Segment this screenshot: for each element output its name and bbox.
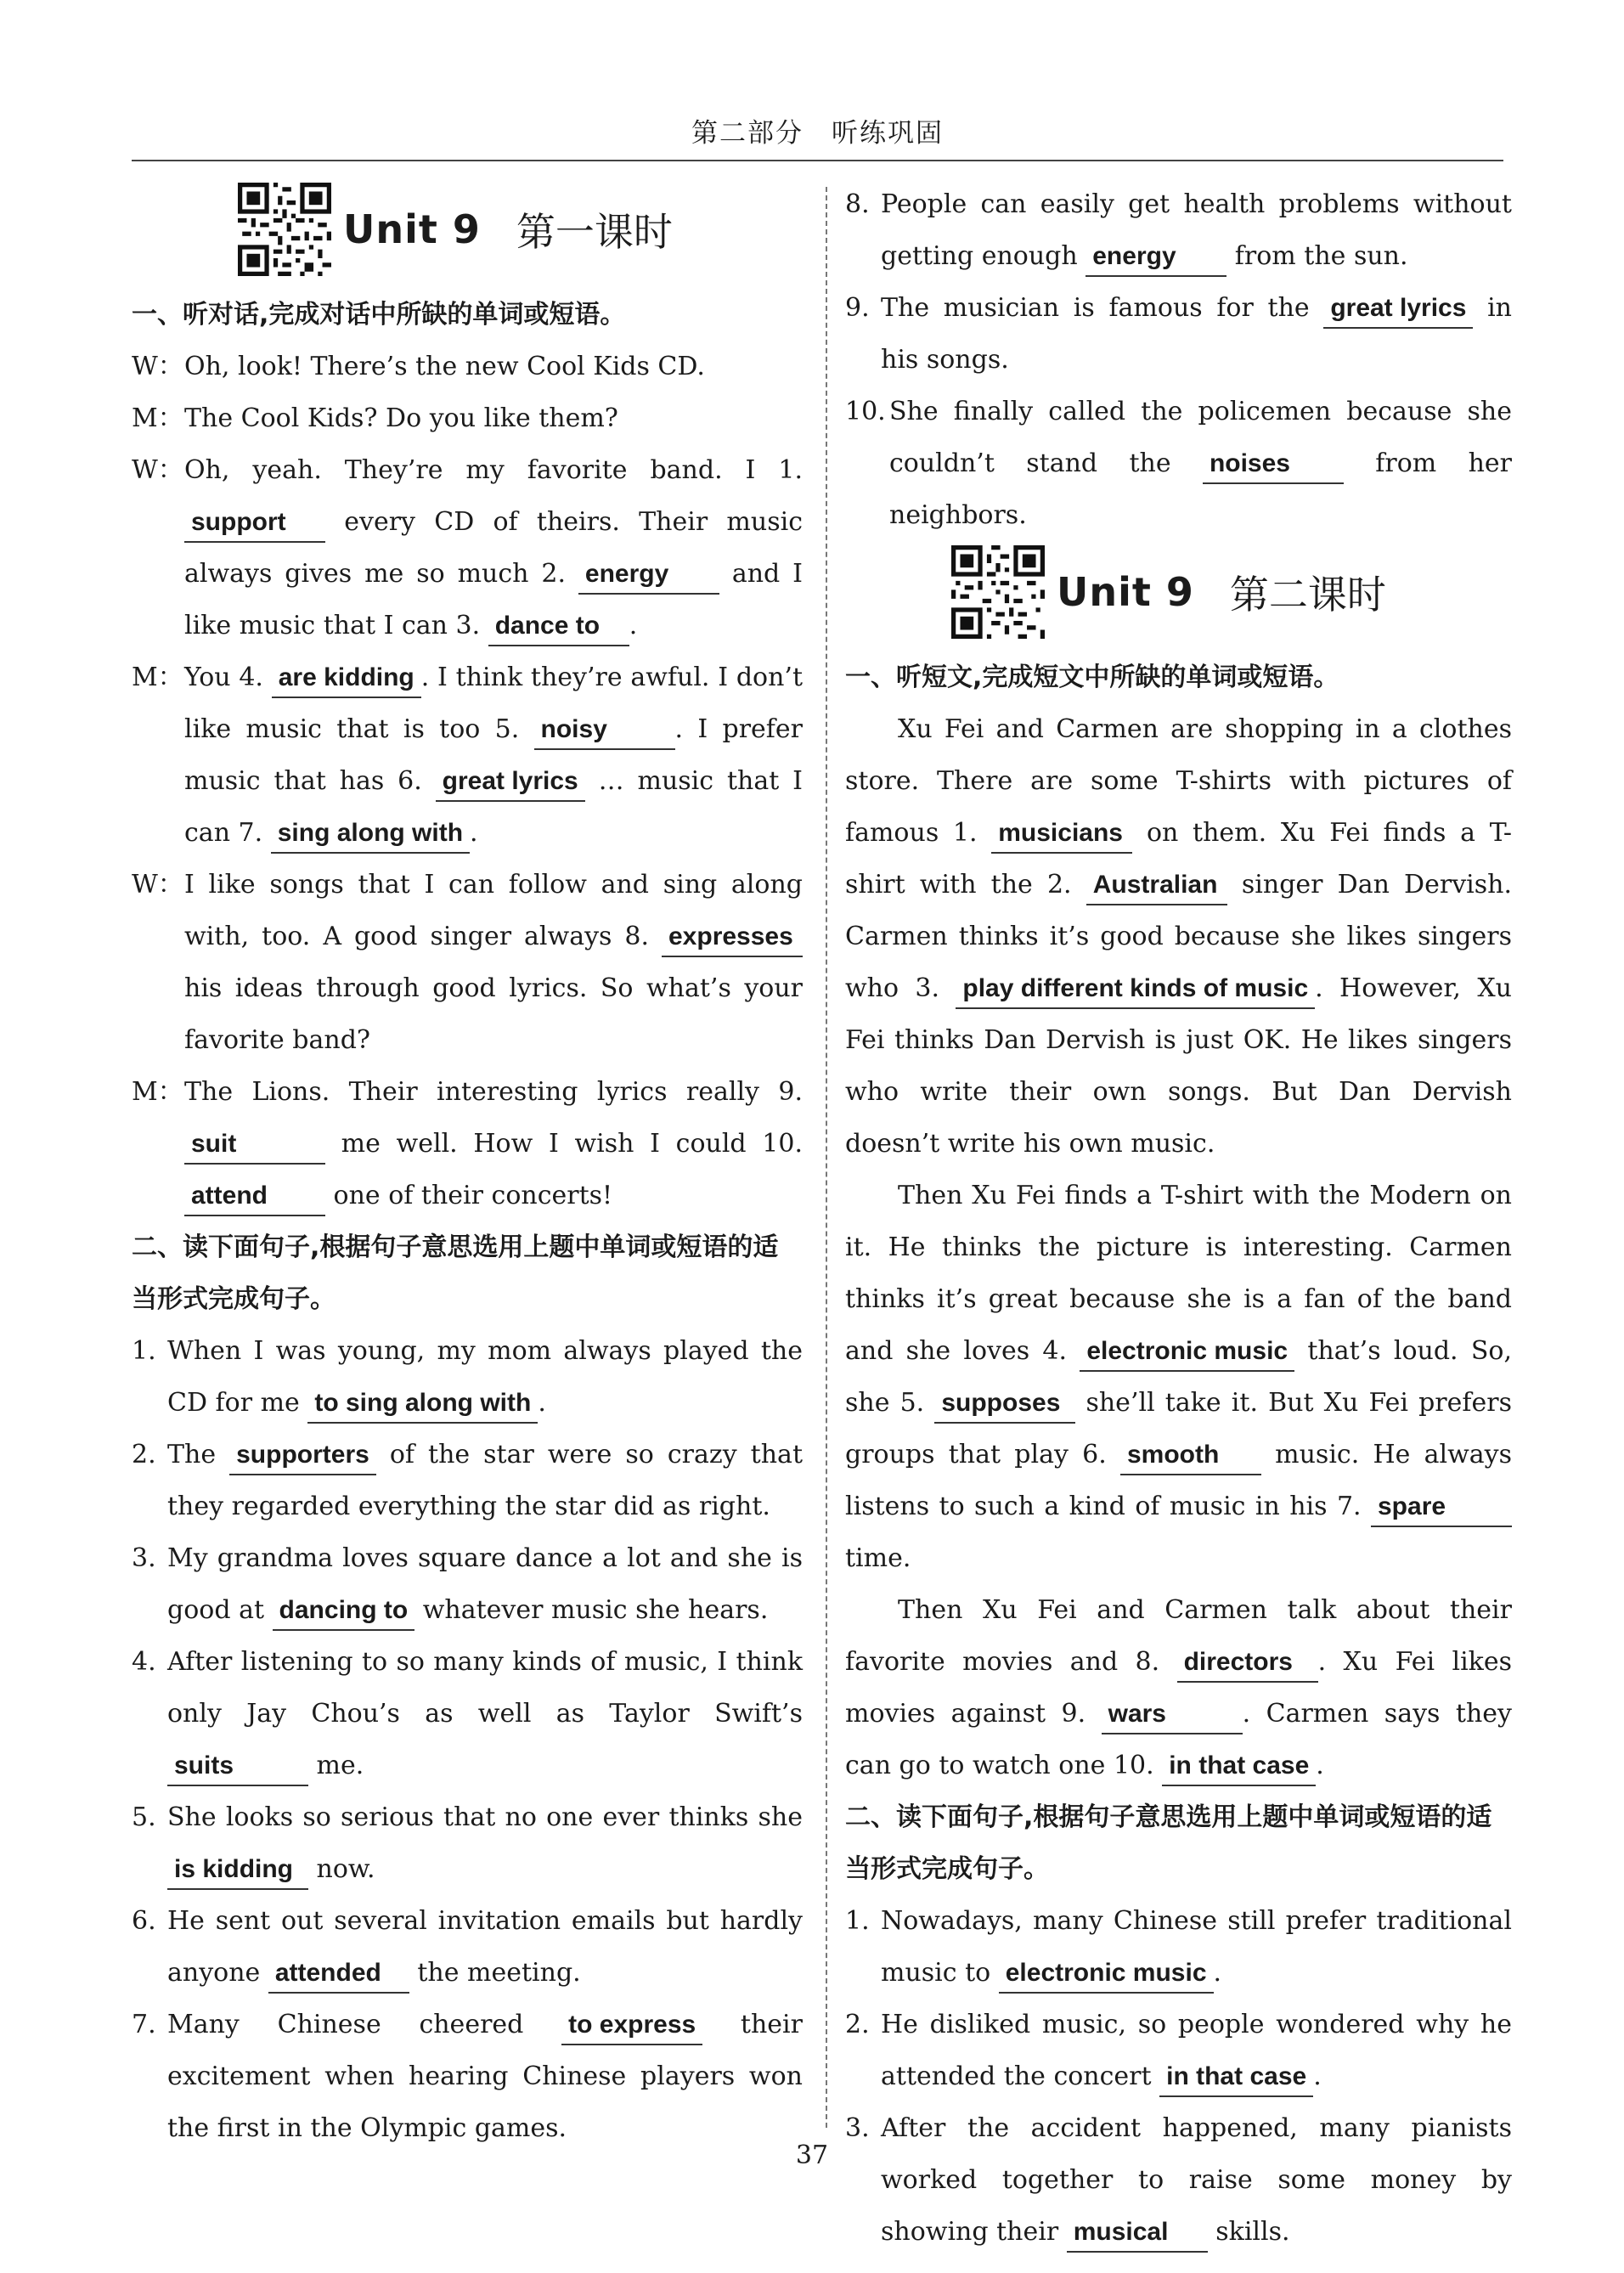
exercise-item <box>845 282 1512 386</box>
item-text <box>167 1429 803 1532</box>
text: … music that I can 7. <box>184 766 803 848</box>
speaker: W： <box>132 455 183 485</box>
text: Many Chinese cheered <box>167 2010 562 2039</box>
item-number: 1. <box>132 1336 156 1366</box>
exercise-item <box>132 1429 803 1532</box>
exercise-item <box>132 1895 803 1999</box>
item-text <box>167 1791 803 1895</box>
item-text <box>881 1999 1512 2102</box>
answer-blank[interactable]: noisy <box>534 711 675 750</box>
passage-paragraph <box>845 1170 1512 1584</box>
dialogue-text <box>184 1066 803 1221</box>
item-number: 2. <box>132 1440 156 1469</box>
text: time. <box>845 1543 911 1573</box>
answer-blank[interactable]: energy <box>578 556 719 595</box>
answer-blank[interactable]: wars <box>1102 1695 1243 1734</box>
column-divider <box>826 187 827 2128</box>
answer-blank[interactable]: to express <box>561 2006 702 2045</box>
answer-blank[interactable]: suit <box>184 1125 325 1165</box>
answer-blank[interactable]: musicians <box>991 815 1132 854</box>
text: After the accident happened, many pianists worked together to raise some money by showing their <box>881 2113 1512 2247</box>
text: People can easily get health problems without getting enough <box>881 189 1512 271</box>
dialogue-line <box>132 341 803 392</box>
text: the meeting. <box>409 1958 581 1988</box>
text: now. <box>308 1854 375 1884</box>
text: After listening to so many kinds of music, I think only Jay Chou’s as well as Taylor Swift’s <box>167 1647 803 1729</box>
answer-blank[interactable]: supposes <box>934 1385 1075 1424</box>
text: She looks so serious that no one ever thinks she <box>167 1802 803 1832</box>
text: . Xu Fei likes movies against 9. <box>845 1647 1512 1729</box>
text: . <box>1313 2061 1322 2091</box>
answer-blank[interactable]: dancing to <box>273 1592 415 1631</box>
text: their excitement when hearing Chinese players won the first in the Olympic games. <box>167 2010 803 2143</box>
text: Nowadays, many Chinese still prefer traditional music to <box>881 1906 1512 1988</box>
passage-paragraph <box>845 703 1512 1170</box>
text: Oh, yeah. They’re my favorite band. I 1. <box>184 455 803 485</box>
text: She finally called the policemen because she couldn’t stand the <box>889 397 1512 478</box>
answer-blank[interactable]: dance to <box>488 607 629 646</box>
item-number: 5. <box>132 1802 156 1832</box>
item-number: 7. <box>132 2010 156 2039</box>
exercise-item <box>132 1636 803 1791</box>
answer-blank[interactable]: energy <box>1085 238 1226 277</box>
item-text <box>881 2102 1512 2258</box>
text: . I think they’re awful. I don’t like music that is too 5. <box>184 663 804 744</box>
text: me. <box>308 1751 364 1780</box>
speaker: M： <box>132 663 183 692</box>
lesson-title: 第一课时 <box>516 209 673 255</box>
speaker: M： <box>132 403 183 433</box>
section-title: 二、读下面句子,根据句子意思选用上题中单词或短语的适当形式完成句子。 <box>845 1802 1492 1884</box>
answer-blank[interactable]: Australian <box>1086 866 1227 905</box>
answer-blank[interactable]: to sing along with <box>307 1385 538 1424</box>
text: . <box>1213 1958 1222 1988</box>
answer-blank[interactable]: great lyrics <box>436 763 585 802</box>
answer-blank[interactable]: suits <box>167 1747 308 1786</box>
text: whatever music she hears. <box>414 1595 769 1625</box>
answer-blank[interactable]: support <box>184 504 325 543</box>
speaker: M： <box>132 1077 183 1107</box>
dialogue-text <box>184 859 803 1066</box>
text: The musician is famous for the <box>881 293 1324 323</box>
page-number: 37 <box>795 2140 829 2170</box>
item-text <box>881 178 1512 282</box>
item-text <box>167 1895 803 1999</box>
text: . I prefer music that has 6. <box>184 714 803 796</box>
item-text <box>167 1636 803 1791</box>
item-text <box>167 1532 803 1636</box>
speaker: W： <box>132 870 183 900</box>
text: Then Xu Fei finds a T-shirt with the Modern on it. He thinks the picture is interesting. Carmen thinks it’s great because she is a fan of the band and she loves 4. <box>845 1181 1512 1366</box>
text: his ideas through good lyrics. So what’s your favorite band? <box>184 973 803 1055</box>
text: I like songs that I can follow and sing along with, too. A good singer always 8. <box>184 870 803 951</box>
text: one of their concerts! <box>325 1181 613 1210</box>
text: me well. How I wish I could 10. <box>325 1129 803 1159</box>
answer-blank[interactable]: are kidding <box>272 659 421 698</box>
exercise-item <box>845 386 1512 541</box>
answer-blank[interactable]: in that case <box>1159 2058 1313 2097</box>
exercise-item <box>132 1325 803 1429</box>
exercise-item <box>845 178 1512 282</box>
text: My grandma loves square dance a lot and she is good at <box>167 1543 803 1625</box>
exercise-item <box>132 1999 803 2154</box>
exercise-item <box>132 1532 803 1636</box>
qr-code-icon[interactable] <box>238 183 331 276</box>
answer-blank[interactable]: electronic music <box>1080 1333 1294 1372</box>
left-column <box>132 178 803 2154</box>
unit-title: Unit 9 <box>1057 569 1194 615</box>
unit-heading <box>845 541 1512 643</box>
text: on them. Xu Fei finds a T-shirt with the 2. <box>845 818 1512 900</box>
dialogue-line <box>132 651 803 859</box>
text: skills. <box>1207 2217 1290 2247</box>
text: every CD of theirs. Their music always gives me so much 2. <box>184 507 803 589</box>
speaker: W： <box>132 352 183 381</box>
answer-blank[interactable]: sing along with <box>271 815 470 854</box>
text: and I like music that I can 3. <box>184 559 803 640</box>
exercise-item <box>845 2102 1512 2258</box>
right-column <box>845 178 1512 2258</box>
text: music. He always listens to such a kind of music in his 7. <box>845 1440 1512 1521</box>
text: . <box>470 818 478 848</box>
dialogue-text <box>184 651 803 859</box>
text: she’ll take it. But Xu Fei prefers groups that play 6. <box>845 1388 1512 1469</box>
answer-blank[interactable]: noises <box>1203 445 1344 484</box>
text: from her neighbors. <box>889 448 1512 530</box>
item-number: 9. <box>845 293 870 323</box>
answer-blank[interactable]: musical <box>1067 2214 1208 2253</box>
dialogue-text: Oh, look! There’s the new Cool Kids CD. <box>184 352 705 381</box>
item-number: 6. <box>132 1906 156 1936</box>
answer-blank[interactable]: spare <box>1371 1488 1512 1527</box>
text: . However, Xu Fei thinks Dan Dervish is just OK. He likes singers who write their own songs. But Dan Dervish doesn’t write his own music. <box>845 973 1512 1159</box>
answer-blank[interactable]: expresses <box>662 918 803 957</box>
text: He disliked music, so people wondered why he attended the concert <box>881 2010 1512 2091</box>
exercise-item <box>845 1895 1512 1999</box>
dialogue-line <box>132 444 803 651</box>
section-title: 一、听短文,完成短文中所缺的单词或短语。 <box>845 663 1339 692</box>
item-text <box>167 1999 803 2154</box>
item-text <box>881 282 1512 386</box>
item-number: 1. <box>845 1906 870 1936</box>
text: Xu Fei and Carmen are shopping in a clothes store. There are some T-shirts with pictures of famous 1. <box>845 714 1512 848</box>
dialogue-line <box>132 392 803 444</box>
item-number: 8. <box>845 189 870 219</box>
answer-blank[interactable]: play different kinds of music <box>956 970 1315 1009</box>
text: When I was young, my mom always played the CD for me <box>167 1336 803 1418</box>
text: . Carmen says they can go to watch one 10. <box>845 1699 1512 1780</box>
answer-blank[interactable]: attended <box>268 1954 409 1994</box>
dialogue-text <box>184 444 803 651</box>
dialogue-text: The Cool Kids? Do you like them? <box>184 403 618 433</box>
page-header: 第二部分 听练巩固 <box>132 112 1503 161</box>
answer-blank[interactable]: smooth <box>1120 1436 1261 1475</box>
answer-blank[interactable]: is kidding <box>167 1851 308 1890</box>
item-text <box>167 1325 803 1429</box>
text: . <box>538 1388 546 1418</box>
lesson-title: 第二课时 <box>1229 572 1386 618</box>
item-text <box>881 1895 1512 1999</box>
text: that’s loud. So, she 5. <box>845 1336 1513 1418</box>
text: in his songs. <box>881 293 1512 375</box>
answer-blank[interactable]: directors <box>1177 1644 1318 1683</box>
section-title: 二、读下面句子,根据句子意思选用上题中单词或短语的适当形式完成句子。 <box>132 1232 779 1314</box>
qr-code-icon[interactable] <box>951 545 1045 639</box>
section-title: 一、听对话,完成对话中所缺的单词或短语。 <box>132 300 626 330</box>
item-number: 2. <box>845 2010 870 2039</box>
answer-blank[interactable]: in that case <box>1162 1747 1316 1786</box>
text: . <box>629 611 638 640</box>
answer-blank[interactable]: supporters <box>229 1436 376 1475</box>
text: singer Dan Dervish. Carmen thinks it’s good because she likes singers who 3. <box>845 870 1513 1003</box>
text: . <box>1316 1751 1324 1780</box>
dialogue-line <box>132 1066 803 1221</box>
text: The <box>167 1440 230 1469</box>
text: from the sun. <box>1226 241 1408 271</box>
text: You 4. <box>184 663 272 692</box>
unit-title: Unit 9 <box>343 206 481 252</box>
unit-heading <box>132 178 803 280</box>
answer-blank[interactable]: great lyrics <box>1323 290 1473 329</box>
item-number: 10. <box>845 397 886 426</box>
exercise-item <box>845 1999 1512 2102</box>
answer-blank[interactable]: attend <box>184 1177 325 1216</box>
text: He sent out several invitation emails but hardly anyone <box>167 1906 803 1988</box>
exercise-item <box>132 1791 803 1895</box>
text: of the star were so crazy that they regarded everything the star did as right. <box>167 1440 804 1521</box>
text: The Lions. Their interesting lyrics really 9. <box>184 1077 803 1107</box>
passage-paragraph <box>845 1584 1512 1791</box>
item-number: 3. <box>845 2113 870 2143</box>
item-number: 4. <box>132 1647 156 1677</box>
text: Then Xu Fei and Carmen talk about their favorite movies and 8. <box>845 1595 1512 1677</box>
dialogue-line <box>132 859 803 1066</box>
item-number: 3. <box>132 1543 156 1573</box>
answer-blank[interactable]: electronic music <box>999 1954 1214 1994</box>
item-text <box>889 386 1512 541</box>
